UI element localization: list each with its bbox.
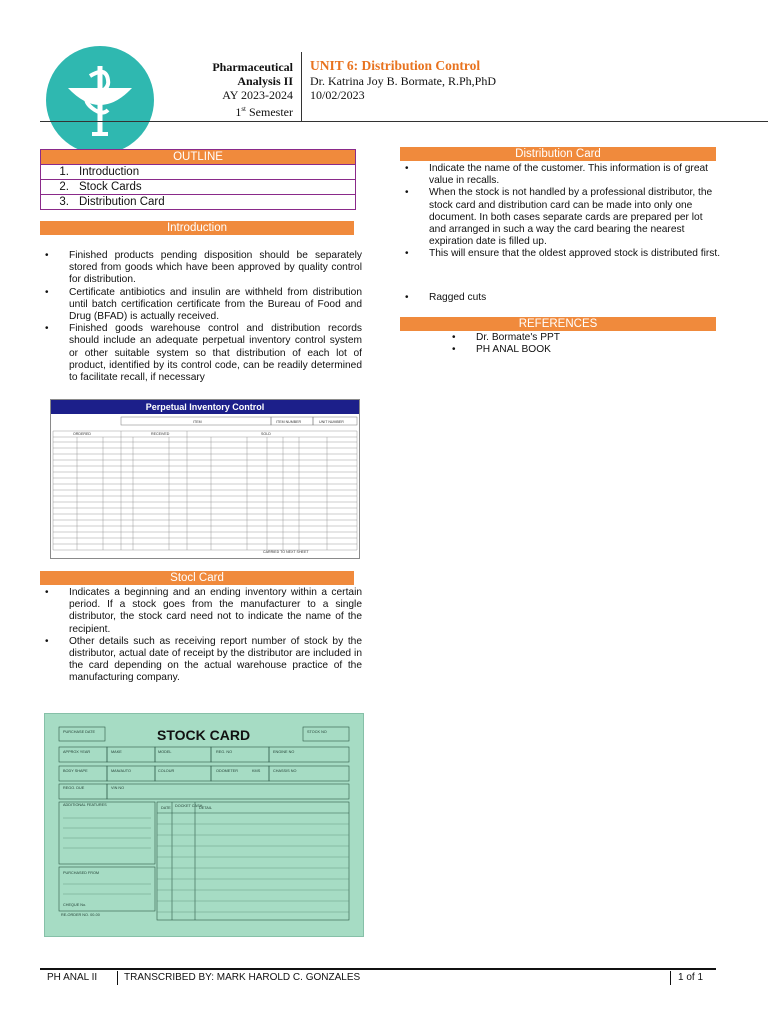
inventory-sold-label: SOLD [261, 432, 271, 436]
introduction-heading: Introduction [40, 221, 354, 235]
semester-number: 1 [235, 105, 242, 119]
detail-col-label: DETAIL [199, 806, 213, 810]
outline-item [41, 165, 355, 180]
inventory-item-label: ITEM [193, 420, 202, 424]
academic-year: AY 2023-2024 [222, 88, 293, 102]
footer-course: PH ANAL II [47, 972, 98, 983]
outline-item-label: Distribution Card [79, 196, 165, 208]
stock-card-list [40, 587, 362, 685]
engine-no-label: ENGINE NO [273, 750, 295, 754]
semester [160, 102, 293, 119]
model-label: MODEL [158, 750, 172, 754]
unit-title: UNIT 6: Distribution Control [310, 58, 481, 73]
footer-divider [670, 971, 671, 985]
reference-item: • PH ANAL BOOK [447, 344, 707, 356]
references-list [447, 332, 707, 356]
stock-card-form [45, 714, 363, 936]
perpetual-inventory-title: Perpetual Inventory Control [51, 400, 359, 414]
unit-info [310, 58, 610, 102]
list-item: • Ragged cuts [400, 292, 722, 304]
footer-transcriber: TRANSCRIBED BY: MARK HAROLD C. GONZALES [124, 972, 361, 983]
list-item: • Indicates a beginning and an ending inventory within a certain period. If a stock goes from the manufacturer to a single distributor, the stock card need not to indicate the name of the recipient. [40, 587, 362, 636]
outline-item-label: Introduction [79, 166, 140, 178]
distribution-card-heading: Distribution Card [400, 147, 716, 161]
purchased-from-label: PURCHASED FROM [63, 871, 100, 875]
perpetual-inventory-figure [50, 399, 360, 559]
colour-label: COLOUR [158, 769, 175, 773]
outline-item [41, 195, 355, 209]
list-item: • This will ensure that the oldest approved stock is distributed first. [400, 248, 722, 260]
introduction-list [40, 250, 362, 384]
header-rule [40, 121, 768, 122]
cheque-no-label: CHEQUE No. [63, 903, 87, 907]
footer-divider [117, 971, 118, 985]
semester-word: Semester [246, 105, 293, 119]
inventory-item-number-label: ITEM NUMBER [276, 420, 302, 424]
odometer-label: ODOMETER [216, 769, 238, 773]
header-divider [301, 52, 302, 122]
list-item: • Certificate antibiotics and insulin are withheld from distribution until batch certification certificate from the Bureau of Food and Drug (BFAD) is actually received. [40, 287, 362, 324]
docket-cash-label: DOCKET CASH [175, 804, 203, 808]
page-number: 1 of 1 [678, 972, 704, 983]
list-item: • Finished goods warehouse control and distribution records should include an adequate perpetual inventory control system or other suitable system so that distribution of each lot of product, identified by its control code, can be readily determined to facilitate recall, if necessary [40, 323, 362, 384]
list-item: • Finished products pending disposition should be separately stored from goods which have been approved by quality control for distribution. [40, 250, 362, 287]
chassis-no-label: CHASSIS NO [273, 769, 297, 773]
reg-no-label: REG. NO [216, 750, 233, 754]
body-shape-label: BODY SHAPE [63, 769, 88, 773]
outline-box [40, 149, 356, 210]
course-name-2: Analysis II [237, 74, 293, 88]
reorder-label: RE-ORDER NO. 00-00 [61, 913, 100, 917]
course-info [160, 60, 293, 119]
vin-no-label: VIN NO [111, 786, 125, 790]
inventory-received-label: RECEIVED [151, 432, 170, 436]
ragged-cuts-list [400, 292, 722, 304]
inventory-footer-label: CARRIED TO NEXT SHEET [263, 550, 309, 554]
list-item: • Other details such as receiving report number of stock by the distributor, actual date of receipt by the distributor are included in the card depending on the actual warehouse practice of the manufacturing company. [40, 636, 362, 685]
reference-item: • Dr. Bormate's PPT [447, 332, 707, 344]
semester-suffix: st [241, 105, 246, 113]
date-col-label: DATE [161, 806, 171, 810]
rego-due-label: REGO. DUE [63, 786, 85, 790]
approx-year-label: APPROX YEAR [63, 750, 91, 754]
references-heading: REFERENCES [400, 317, 716, 331]
outline-item-number: 3. [59, 196, 69, 208]
distribution-card-list [400, 163, 722, 261]
inventory-unit-number-label: UNIT NUMBER [319, 420, 344, 424]
purchase-date-label: PURCHASE DATE [63, 730, 95, 734]
stock-no-label: STOCK NO [307, 730, 327, 734]
kms-label: KMS [252, 769, 261, 773]
outline-item [41, 180, 355, 195]
outline-item-number: 1. [59, 166, 69, 178]
outline-item-label: Stock Cards [79, 181, 142, 193]
make-label: MAKE [111, 750, 122, 754]
outline-item-number: 2. [59, 181, 69, 193]
inventory-grid [51, 414, 359, 558]
stock-card-figure [44, 713, 364, 937]
caduceus-icon [46, 46, 154, 154]
lecture-date: 10/02/2023 [310, 88, 365, 102]
additional-features-label: ADDITIONAL FEATURES [63, 803, 107, 807]
stock-card-heading: Stocl Card [40, 571, 354, 585]
list-item: • When the stock is not handled by a professional distributor, the stock card and distribution card can be made into only one document. In both cases separate cards are prepared per lot and arranged in such a way the card bearing the nearest expiration date is filled up. [400, 187, 722, 248]
man-auto-label: MAN/AUTO [111, 769, 131, 773]
stock-card-title: STOCK CARD [157, 727, 251, 743]
inventory-ordered-label: ORDERED [73, 432, 91, 436]
course-name: Pharmaceutical [212, 60, 293, 74]
instructor: Dr. Katrina Joy B. Bormate, R.Ph,PhD [310, 74, 496, 88]
caduceus-logo [46, 46, 154, 154]
outline-title: OUTLINE [41, 150, 355, 165]
footer-rule [40, 968, 716, 970]
list-item: • Indicate the name of the customer. This information is of great value in recalls. [400, 163, 722, 187]
